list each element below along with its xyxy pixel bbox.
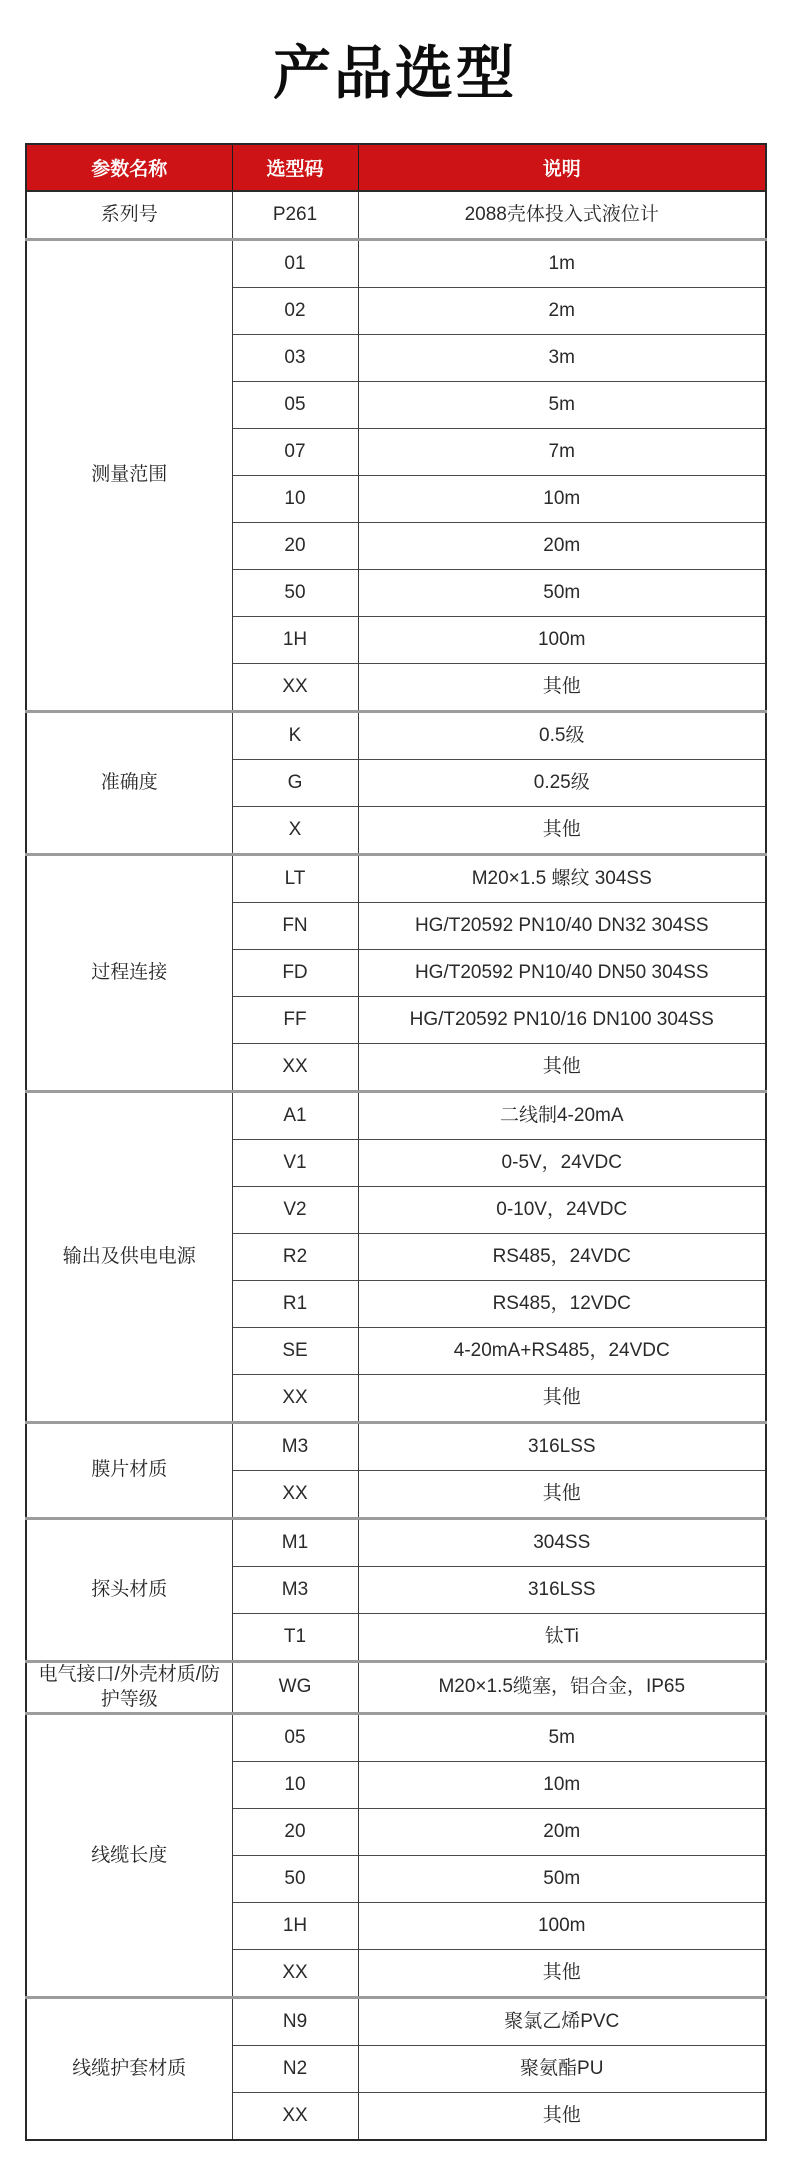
description-cell: 316LSS — [358, 1423, 766, 1471]
description-cell: 其他 — [358, 1044, 766, 1092]
selection-code-cell: 03 — [232, 335, 358, 382]
description-cell: 聚氨酯PU — [358, 2046, 766, 2093]
parameter-name-cell: 过程连接 — [26, 855, 232, 1092]
selection-code-cell: LT — [232, 855, 358, 903]
selection-code-cell: WG — [232, 1662, 358, 1714]
table-row — [26, 712, 766, 760]
table-row — [26, 1998, 766, 2046]
description-cell: 2m — [358, 288, 766, 335]
description-cell: 钛Ti — [358, 1614, 766, 1662]
description-cell: 2088壳体投入式液位计 — [358, 191, 766, 240]
selection-code-cell: P261 — [232, 191, 358, 240]
description-cell: 5m — [358, 382, 766, 429]
description-cell: 100m — [358, 1903, 766, 1950]
product-selection-table — [25, 143, 767, 2141]
selection-code-cell: 20 — [232, 1809, 358, 1856]
selection-code-cell: G — [232, 760, 358, 807]
description-cell: M20×1.5缆塞，铝合金，IP65 — [358, 1662, 766, 1714]
parameter-name-cell: 膜片材质 — [26, 1423, 232, 1519]
table-row — [26, 1423, 766, 1471]
description-cell: 二线制4-20mA — [358, 1092, 766, 1140]
page-title: 产品选型 — [272, 41, 517, 106]
header-cell-selection-code: 选型码 — [232, 144, 358, 191]
description-cell: 4-20mA+RS485，24VDC — [358, 1328, 766, 1375]
description-cell: 50m — [358, 570, 766, 617]
description-cell: 0-10V，24VDC — [358, 1187, 766, 1234]
description-cell: 304SS — [358, 1519, 766, 1567]
description-cell: 0-5V，24VDC — [358, 1140, 766, 1187]
selection-code-cell: 1H — [232, 617, 358, 664]
selection-code-cell: 05 — [232, 1714, 358, 1762]
selection-code-cell: XX — [232, 2093, 358, 2141]
selection-code-cell: FN — [232, 903, 358, 950]
description-cell: 316LSS — [358, 1567, 766, 1614]
selection-code-cell: 50 — [232, 570, 358, 617]
description-cell: RS485，12VDC — [358, 1281, 766, 1328]
description-cell: HG/T20592 PN10/40 DN32 304SS — [358, 903, 766, 950]
table-header-row — [26, 144, 766, 191]
description-cell: 聚氯乙烯PVC — [358, 1998, 766, 2046]
selection-code-cell: XX — [232, 1044, 358, 1092]
parameter-name-cell: 线缆长度 — [26, 1714, 232, 1998]
description-cell: 10m — [358, 1762, 766, 1809]
selection-code-cell: M3 — [232, 1567, 358, 1614]
description-cell: 7m — [358, 429, 766, 476]
parameter-name-cell: 测量范围 — [26, 240, 232, 712]
selection-code-cell: T1 — [232, 1614, 358, 1662]
header-cell-description: 说明 — [358, 144, 766, 191]
table-row — [26, 240, 766, 288]
selection-code-cell: XX — [232, 664, 358, 712]
selection-code-cell: M1 — [232, 1519, 358, 1567]
selection-code-cell: V1 — [232, 1140, 358, 1187]
selection-code-cell: 07 — [232, 429, 358, 476]
description-cell: 0.5级 — [358, 712, 766, 760]
description-cell: 其他 — [358, 1950, 766, 1998]
parameter-name-cell: 输出及供电电源 — [26, 1092, 232, 1423]
description-cell: M20×1.5 螺纹 304SS — [358, 855, 766, 903]
parameter-name-cell: 线缆护套材质 — [26, 1998, 232, 2141]
parameter-name-cell: 系列号 — [26, 191, 232, 240]
selection-code-cell: V2 — [232, 1187, 358, 1234]
selection-code-cell: 1H — [232, 1903, 358, 1950]
description-cell: 其他 — [358, 1375, 766, 1423]
selection-code-cell: FD — [232, 950, 358, 997]
description-cell: 其他 — [358, 1471, 766, 1519]
selection-code-cell: XX — [232, 1950, 358, 1998]
table-row — [26, 855, 766, 903]
selection-code-cell: K — [232, 712, 358, 760]
selection-code-cell: 10 — [232, 476, 358, 523]
selection-code-cell: N9 — [232, 1998, 358, 2046]
description-cell: 20m — [358, 523, 766, 570]
selection-code-cell: M3 — [232, 1423, 358, 1471]
table-row — [26, 191, 766, 240]
description-cell: 3m — [358, 335, 766, 382]
table-row — [26, 1714, 766, 1762]
selection-code-cell: N2 — [232, 2046, 358, 2093]
selection-code-cell: A1 — [232, 1092, 358, 1140]
table-header — [26, 144, 766, 191]
table-row — [26, 1519, 766, 1567]
selection-code-cell: 01 — [232, 240, 358, 288]
selection-code-cell: SE — [232, 1328, 358, 1375]
header-cell-parameter-name: 参数名称 — [26, 144, 232, 191]
description-cell: 1m — [358, 240, 766, 288]
selection-code-cell: 50 — [232, 1856, 358, 1903]
description-cell: 5m — [358, 1714, 766, 1762]
parameter-name-cell: 电气接口/外壳材质/防护等级 — [26, 1662, 232, 1714]
selection-code-cell: R2 — [232, 1234, 358, 1281]
description-cell: 50m — [358, 1856, 766, 1903]
selection-table-body — [26, 191, 766, 2140]
description-cell: 100m — [358, 617, 766, 664]
selection-code-cell: FF — [232, 997, 358, 1044]
description-cell: 20m — [358, 1809, 766, 1856]
selection-code-cell: 05 — [232, 382, 358, 429]
selection-code-cell: X — [232, 807, 358, 855]
description-cell: HG/T20592 PN10/16 DN100 304SS — [358, 997, 766, 1044]
table-row — [26, 1092, 766, 1140]
selection-code-cell: XX — [232, 1471, 358, 1519]
description-cell: HG/T20592 PN10/40 DN50 304SS — [358, 950, 766, 997]
selection-code-cell: 02 — [232, 288, 358, 335]
selection-code-cell: R1 — [232, 1281, 358, 1328]
description-cell: 其他 — [358, 664, 766, 712]
table-row — [26, 1662, 766, 1714]
description-cell: 其他 — [358, 807, 766, 855]
parameter-name-cell: 探头材质 — [26, 1519, 232, 1662]
selection-code-cell: 10 — [232, 1762, 358, 1809]
parameter-name-cell: 准确度 — [26, 712, 232, 855]
description-cell: 0.25级 — [358, 760, 766, 807]
description-cell: 其他 — [358, 2093, 766, 2141]
description-cell: 10m — [358, 476, 766, 523]
selection-code-cell: XX — [232, 1375, 358, 1423]
selection-code-cell: 20 — [232, 523, 358, 570]
description-cell: RS485，24VDC — [358, 1234, 766, 1281]
